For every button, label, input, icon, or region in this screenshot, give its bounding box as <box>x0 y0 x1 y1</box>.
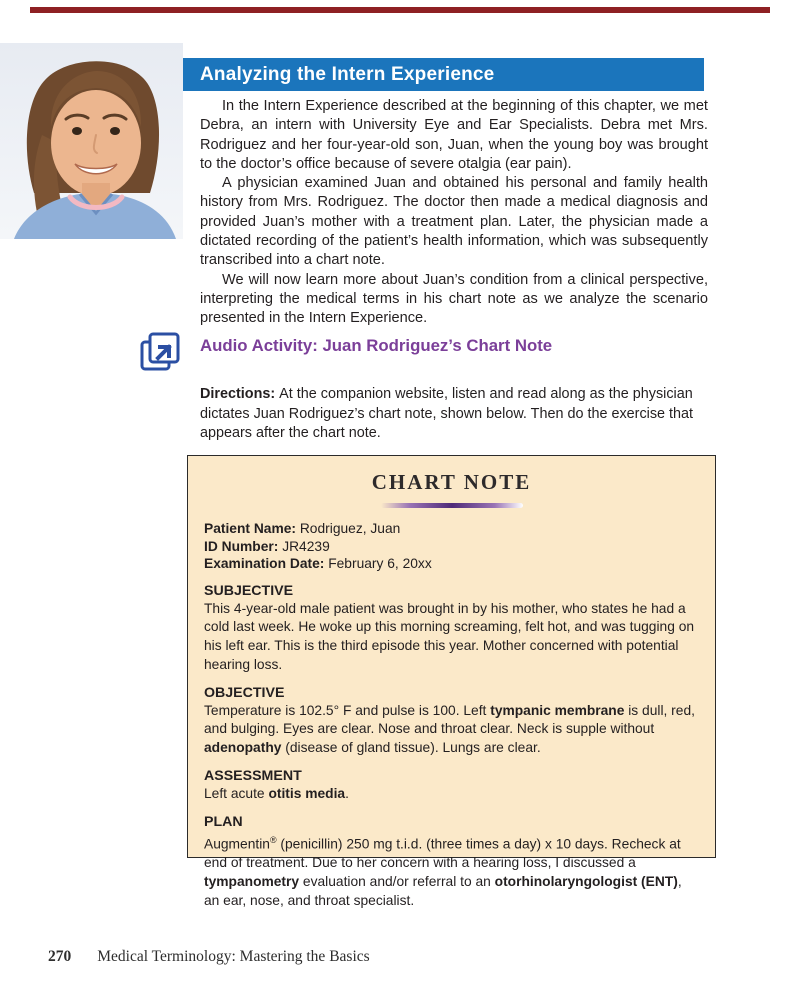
intro-paragraph-2: A physician examined Juan and obtained his personal and family health history from Mrs. Rodriguez. The doctor then made a medical diagnosis and provided Juan’s mother with a treatment plan. Later, the physician made a dictated recording of the patient’s health information, which was subsequently transcribed into a chart note. <box>200 175 708 269</box>
intro-text <box>200 97 708 329</box>
patient-name-line: Patient Name: Rodriguez, Juan <box>204 521 401 536</box>
section-body-subjective: This 4-year-old male patient was brought in by his mother, who states he had a cold last week. He woke up this morning screaming, felt hot, and was tugging on his left ear. This is the third episode this year. Mother concerned with potential hearing loss. <box>204 600 695 672</box>
section-heading-plan: PLAN <box>204 813 243 830</box>
section-body-plan: Augmentin® (penicillin) 250 mg t.i.d. (three times a day) x 10 days. Recheck at end of treatment. Due to her concern with a hearing loss, I discussed a tympanometry evaluation and/or referral to an otorhinolaryngologist (ENT), an ear, nose, and throat specialist. <box>204 834 682 908</box>
section-body-objective: Temperature is 102.5° F and pulse is 100. Left tympanic membrane is dull, red, and bulging. Eyes are clear. Nose and throat clear. Neck is supple without adenopathy (disease of gland tissue). Lungs are clear. <box>204 702 695 756</box>
intro-paragraph-1: In the Intern Experience described at the beginning of this chapter, we met Debra, an intern with University Eye and Ear Specialists. Debra met Mrs. Rodriguez and her four-year-old son, Juan, when the young boy was brought to the doctor’s office because of severe otalgia (ear pain). <box>200 98 708 172</box>
chart-note-box <box>187 455 716 908</box>
chart-note-section-assessment <box>204 767 699 804</box>
external-link-pages-icon <box>138 330 182 374</box>
chart-note-section-objective <box>204 684 699 758</box>
audio-activity-link-icon[interactable] <box>138 330 182 374</box>
intern-photo <box>0 43 183 239</box>
intro-paragraph-3: We will now learn more about Juan’s condition from a clinical perspective, interpreting the medical terms in his chart note as we analyze the scenario presented in the Intern Experience. <box>200 271 708 327</box>
page-top-rule <box>30 7 770 13</box>
section-heading-subjective: SUBJECTIVE <box>204 582 294 599</box>
section-title: Analyzing the Intern Experience <box>200 63 495 85</box>
section-body-assessment: Left acute otitis media. <box>204 786 349 802</box>
directions-paragraph: Directions: At the companion website, listen and read along as the physician dictates Juan Rodriguez’s chart note, shown below. Then do the exercise that appears after the chart note. <box>200 386 694 441</box>
chart-note-section-plan <box>204 813 699 911</box>
chart-note-section-subjective <box>204 582 699 675</box>
patient-id-line: ID Number: JR4239 <box>204 538 330 554</box>
section-heading-assessment: ASSESSMENT <box>204 768 302 785</box>
section-title-bar <box>183 58 704 91</box>
audio-activity-heading: Audio Activity: Juan Rodriguez’s Chart Note <box>200 336 553 355</box>
section-heading-objective: OBJECTIVE <box>204 684 285 701</box>
page-footer <box>48 948 370 966</box>
patient-info <box>204 520 699 573</box>
book-title: Medical Terminology: Mastering the Basics <box>97 948 370 965</box>
chart-note-title-swoosh <box>381 503 523 508</box>
examination-date-line: Examination Date: February 6, 20xx <box>204 556 432 571</box>
intern-photo-illustration <box>0 43 183 239</box>
chart-note-title: CHART NOTE <box>371 470 532 494</box>
page-number: 270 <box>48 948 72 965</box>
